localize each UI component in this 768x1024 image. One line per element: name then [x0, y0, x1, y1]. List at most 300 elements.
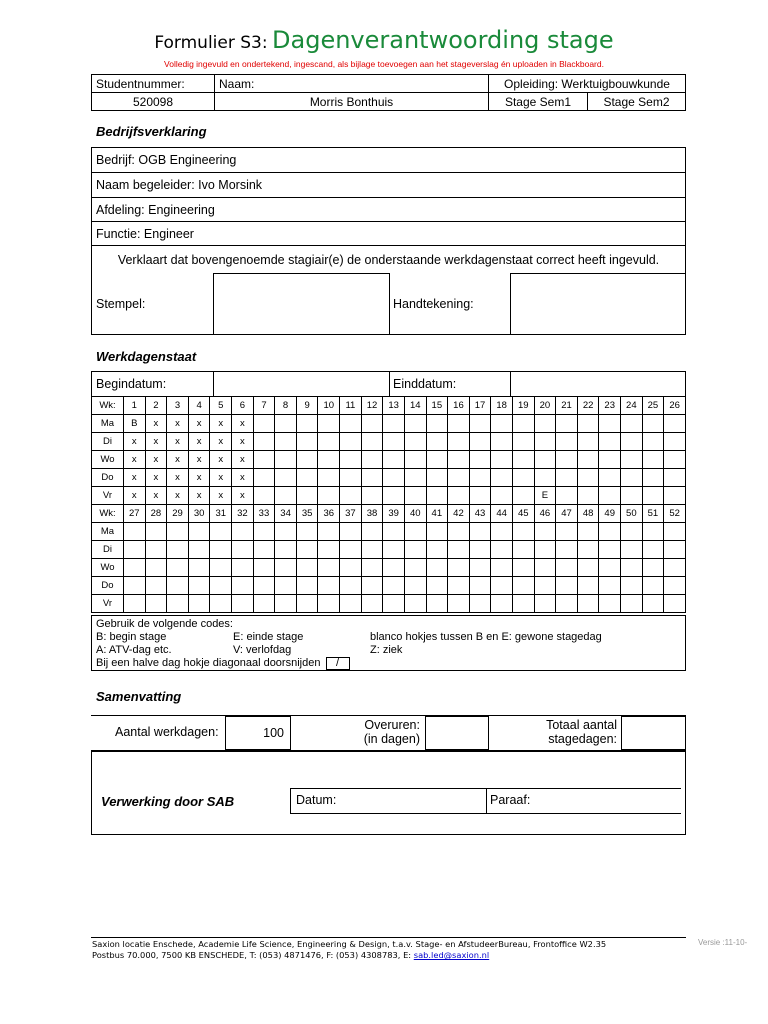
day-cell[interactable]	[426, 559, 448, 577]
einddatum-field[interactable]	[511, 372, 686, 397]
day-cell[interactable]	[296, 595, 318, 613]
day-cell[interactable]	[512, 577, 534, 595]
day-cell[interactable]: E	[534, 487, 556, 505]
day-cell[interactable]	[556, 469, 578, 487]
day-cell[interactable]	[469, 595, 491, 613]
day-cell[interactable]	[361, 415, 383, 433]
day-cell[interactable]: x	[232, 415, 254, 433]
day-cell[interactable]	[556, 451, 578, 469]
day-cell[interactable]: x	[145, 415, 167, 433]
week-number: 29	[167, 505, 189, 523]
day-cell[interactable]	[621, 433, 643, 451]
day-cell[interactable]	[491, 541, 513, 559]
day-cell[interactable]	[361, 433, 383, 451]
day-cell[interactable]	[253, 415, 275, 433]
day-cell[interactable]: x	[232, 469, 254, 487]
day-cell[interactable]	[210, 595, 232, 613]
day-cell[interactable]	[599, 415, 621, 433]
day-cell[interactable]	[426, 541, 448, 559]
day-cell[interactable]	[124, 541, 146, 559]
day-cell[interactable]	[491, 577, 513, 595]
day-cell[interactable]	[426, 469, 448, 487]
day-cell[interactable]: x	[188, 433, 210, 451]
day-cell[interactable]	[664, 595, 686, 613]
day-cell[interactable]	[469, 577, 491, 595]
week-number: 44	[491, 505, 513, 523]
day-cell[interactable]	[599, 595, 621, 613]
day-cell[interactable]	[383, 469, 405, 487]
day-cell[interactable]: x	[167, 487, 189, 505]
day-cell[interactable]	[534, 451, 556, 469]
day-cell[interactable]	[599, 541, 621, 559]
day-cell[interactable]	[296, 487, 318, 505]
day-cell[interactable]	[253, 595, 275, 613]
day-cell[interactable]	[426, 451, 448, 469]
day-cell[interactable]	[340, 469, 362, 487]
day-cell[interactable]: x	[145, 487, 167, 505]
day-cell[interactable]	[664, 487, 686, 505]
day-cell[interactable]	[210, 523, 232, 541]
day-cell[interactable]	[296, 559, 318, 577]
day-cell[interactable]: x	[167, 451, 189, 469]
education: Opleiding: Werktuigbouwkunde	[489, 75, 686, 93]
day-cell[interactable]	[577, 451, 599, 469]
day-cell[interactable]	[232, 577, 254, 595]
day-cell[interactable]	[642, 577, 664, 595]
day-cell[interactable]	[469, 415, 491, 433]
day-cell[interactable]: x	[145, 469, 167, 487]
day-cell[interactable]	[621, 523, 643, 541]
day-cell[interactable]	[361, 487, 383, 505]
day-cell[interactable]: x	[210, 415, 232, 433]
day-cell[interactable]	[318, 451, 340, 469]
day-cell[interactable]	[404, 433, 426, 451]
department-field[interactable]: Afdeling: Engineering	[92, 198, 686, 222]
day-cell[interactable]	[318, 433, 340, 451]
day-cell[interactable]	[404, 577, 426, 595]
aantal-werkdagen-label: Aantal werkdagen:	[115, 725, 219, 739]
day-cell[interactable]: x	[188, 469, 210, 487]
day-cell[interactable]	[664, 577, 686, 595]
day-cell[interactable]	[491, 451, 513, 469]
day-cell[interactable]	[469, 541, 491, 559]
day-cell[interactable]: x	[232, 487, 254, 505]
day-label: Di	[92, 541, 124, 559]
day-cell[interactable]	[642, 595, 664, 613]
day-cell[interactable]	[404, 595, 426, 613]
day-cell[interactable]	[599, 487, 621, 505]
day-cell[interactable]	[512, 469, 534, 487]
day-cell[interactable]	[491, 469, 513, 487]
day-cell[interactable]	[491, 595, 513, 613]
stage-sem1[interactable]: Stage Sem1	[489, 93, 588, 111]
day-cell[interactable]	[167, 523, 189, 541]
day-cell[interactable]	[448, 523, 470, 541]
day-cell[interactable]	[556, 595, 578, 613]
day-cell[interactable]	[232, 523, 254, 541]
day-cell[interactable]	[296, 433, 318, 451]
day-cell[interactable]	[448, 577, 470, 595]
day-cell[interactable]: x	[210, 487, 232, 505]
day-cell[interactable]	[469, 523, 491, 541]
day-cell[interactable]	[577, 415, 599, 433]
day-cell[interactable]	[361, 523, 383, 541]
day-cell[interactable]	[318, 595, 340, 613]
day-cell[interactable]	[426, 595, 448, 613]
day-cell[interactable]	[621, 415, 643, 433]
week-number: 36	[318, 505, 340, 523]
day-cell[interactable]	[340, 433, 362, 451]
day-cell[interactable]	[361, 577, 383, 595]
week-number: 26	[664, 397, 686, 415]
day-cell[interactable]	[534, 415, 556, 433]
day-cell[interactable]: x	[145, 451, 167, 469]
code-atv: A: ATV-dag etc.	[96, 644, 172, 656]
day-cell[interactable]	[556, 577, 578, 595]
day-cell[interactable]	[426, 487, 448, 505]
day-cell[interactable]	[621, 469, 643, 487]
week-number: 45	[512, 505, 534, 523]
day-cell[interactable]	[383, 577, 405, 595]
footer-rule	[91, 937, 686, 938]
day-cell[interactable]	[448, 595, 470, 613]
day-cell[interactable]	[642, 415, 664, 433]
day-cell[interactable]	[534, 541, 556, 559]
overuren-label-line2: (in dagen)	[363, 732, 420, 746]
day-cell[interactable]	[404, 559, 426, 577]
day-cell[interactable]	[296, 523, 318, 541]
day-cell[interactable]	[621, 577, 643, 595]
day-cell[interactable]	[534, 523, 556, 541]
day-cell[interactable]	[361, 469, 383, 487]
day-cell[interactable]	[383, 523, 405, 541]
day-cell[interactable]	[318, 415, 340, 433]
day-cell[interactable]	[491, 487, 513, 505]
day-cell[interactable]	[383, 487, 405, 505]
day-cell[interactable]	[124, 559, 146, 577]
day-cell[interactable]	[188, 577, 210, 595]
day-cell[interactable]	[253, 469, 275, 487]
day-cell[interactable]	[275, 577, 297, 595]
day-cell[interactable]	[275, 595, 297, 613]
day-cell[interactable]	[232, 559, 254, 577]
day-cell[interactable]	[275, 541, 297, 559]
day-cell[interactable]	[512, 415, 534, 433]
sab-divider	[486, 788, 487, 814]
day-cell[interactable]	[534, 469, 556, 487]
function-field[interactable]: Functie: Engineer	[92, 222, 686, 246]
week-number: 20	[534, 397, 556, 415]
day-cell[interactable]	[296, 541, 318, 559]
day-cell[interactable]	[599, 451, 621, 469]
day-cell[interactable]	[253, 451, 275, 469]
day-cell[interactable]	[664, 451, 686, 469]
day-cell[interactable]: x	[167, 415, 189, 433]
day-cell[interactable]	[361, 541, 383, 559]
day-label: Ma	[92, 523, 124, 541]
company-field[interactable]: Bedrijf: OGB Engineering	[92, 148, 686, 173]
day-cell[interactable]	[145, 541, 167, 559]
day-cell[interactable]	[145, 577, 167, 595]
day-cell[interactable]: x	[145, 433, 167, 451]
day-cell[interactable]	[491, 523, 513, 541]
day-cell[interactable]	[124, 595, 146, 613]
day-cell[interactable]	[383, 451, 405, 469]
week-number: 40	[404, 505, 426, 523]
day-cell[interactable]	[556, 541, 578, 559]
day-cell[interactable]	[383, 433, 405, 451]
name-value[interactable]: Morris Bonthuis	[215, 93, 489, 111]
day-cell[interactable]	[642, 559, 664, 577]
day-cell[interactable]	[296, 451, 318, 469]
day-cell[interactable]	[145, 595, 167, 613]
day-cell[interactable]	[621, 595, 643, 613]
aantal-werkdagen-value[interactable]: 100	[225, 716, 291, 750]
datum-field[interactable]: Datum:	[296, 793, 337, 807]
day-cell[interactable]: x	[210, 451, 232, 469]
week-number: 25	[642, 397, 664, 415]
footer-email-link[interactable]: sab.led@saxion.nl	[413, 950, 490, 960]
day-cell[interactable]	[491, 559, 513, 577]
day-cell[interactable]	[556, 433, 578, 451]
day-cell[interactable]	[361, 451, 383, 469]
day-cell[interactable]	[188, 523, 210, 541]
day-cell[interactable]	[318, 469, 340, 487]
day-cell[interactable]	[296, 577, 318, 595]
day-cell[interactable]	[167, 559, 189, 577]
day-cell[interactable]	[124, 523, 146, 541]
signature-box[interactable]	[511, 274, 686, 335]
day-cell[interactable]: x	[210, 469, 232, 487]
day-cell[interactable]	[664, 415, 686, 433]
day-cell[interactable]	[621, 541, 643, 559]
day-cell[interactable]: x	[232, 433, 254, 451]
overuren-field[interactable]	[425, 716, 489, 750]
day-cell[interactable]	[664, 541, 686, 559]
day-cell[interactable]	[599, 523, 621, 541]
stamp-box[interactable]	[214, 274, 390, 335]
day-cell[interactable]	[232, 541, 254, 559]
day-cell[interactable]	[383, 415, 405, 433]
week-number: 28	[145, 505, 167, 523]
day-cell[interactable]	[275, 433, 297, 451]
day-cell[interactable]	[469, 469, 491, 487]
day-cell[interactable]	[296, 469, 318, 487]
day-cell[interactable]	[534, 577, 556, 595]
day-cell[interactable]	[577, 469, 599, 487]
day-cell[interactable]	[275, 469, 297, 487]
day-cell[interactable]	[664, 433, 686, 451]
day-cell[interactable]	[145, 559, 167, 577]
day-cell[interactable]	[577, 595, 599, 613]
day-cell[interactable]	[448, 451, 470, 469]
day-cell[interactable]	[512, 595, 534, 613]
day-cell[interactable]: B	[124, 415, 146, 433]
day-cell[interactable]	[469, 487, 491, 505]
day-cell[interactable]	[642, 451, 664, 469]
day-cell[interactable]	[426, 415, 448, 433]
totaal-label	[520, 718, 617, 746]
day-cell[interactable]	[275, 487, 297, 505]
student-number-value[interactable]: 520098	[92, 93, 215, 111]
day-cell[interactable]	[469, 559, 491, 577]
day-cell[interactable]: x	[167, 469, 189, 487]
day-cell[interactable]	[664, 523, 686, 541]
day-cell[interactable]	[340, 595, 362, 613]
day-cell[interactable]	[556, 523, 578, 541]
day-cell[interactable]	[448, 559, 470, 577]
codes-title: Gebruik de volgende codes:	[96, 618, 233, 630]
day-cell[interactable]	[512, 541, 534, 559]
day-cell[interactable]	[404, 523, 426, 541]
day-cell[interactable]	[664, 559, 686, 577]
day-cell[interactable]	[469, 433, 491, 451]
day-cell[interactable]	[556, 487, 578, 505]
day-cell[interactable]	[448, 433, 470, 451]
day-cell[interactable]	[404, 415, 426, 433]
day-cell[interactable]	[556, 559, 578, 577]
day-cell[interactable]	[426, 577, 448, 595]
day-cell[interactable]	[642, 487, 664, 505]
day-cell[interactable]	[621, 451, 643, 469]
day-cell[interactable]	[642, 433, 664, 451]
day-cell[interactable]	[426, 433, 448, 451]
day-cell[interactable]	[383, 541, 405, 559]
day-cell[interactable]	[534, 595, 556, 613]
day-cell[interactable]	[512, 559, 534, 577]
day-cell[interactable]	[599, 577, 621, 595]
day-cell[interactable]	[167, 577, 189, 595]
day-cell[interactable]	[512, 523, 534, 541]
day-cell[interactable]	[253, 433, 275, 451]
day-cell[interactable]	[275, 415, 297, 433]
day-cell[interactable]	[556, 415, 578, 433]
day-cell[interactable]	[340, 415, 362, 433]
day-cell[interactable]	[318, 487, 340, 505]
day-cell[interactable]	[318, 577, 340, 595]
day-cell[interactable]	[599, 469, 621, 487]
day-cell[interactable]	[404, 541, 426, 559]
day-cell[interactable]: x	[232, 451, 254, 469]
day-cell[interactable]	[232, 595, 254, 613]
week-number: 38	[361, 505, 383, 523]
day-cell[interactable]	[253, 577, 275, 595]
day-cell[interactable]: x	[167, 433, 189, 451]
day-cell[interactable]: x	[124, 487, 146, 505]
day-cell[interactable]	[124, 577, 146, 595]
day-cell[interactable]	[577, 541, 599, 559]
day-cell[interactable]	[512, 433, 534, 451]
day-cell[interactable]	[642, 523, 664, 541]
day-cell[interactable]	[448, 487, 470, 505]
day-cell[interactable]	[426, 523, 448, 541]
day-cell[interactable]: x	[124, 433, 146, 451]
day-cell[interactable]	[404, 451, 426, 469]
day-cell[interactable]	[167, 595, 189, 613]
day-cell[interactable]	[145, 523, 167, 541]
day-cell[interactable]	[469, 451, 491, 469]
day-cell[interactable]	[340, 523, 362, 541]
paraaf-field[interactable]: Paraaf:	[490, 793, 531, 807]
day-cell[interactable]	[577, 487, 599, 505]
day-cell[interactable]	[210, 541, 232, 559]
totaal-field[interactable]	[621, 716, 686, 750]
day-cell[interactable]	[448, 469, 470, 487]
day-cell[interactable]	[210, 577, 232, 595]
day-cell[interactable]	[275, 523, 297, 541]
day-cell[interactable]	[253, 559, 275, 577]
day-cell[interactable]: x	[124, 469, 146, 487]
day-cell[interactable]	[491, 433, 513, 451]
day-cell[interactable]	[340, 451, 362, 469]
day-cell[interactable]	[167, 541, 189, 559]
supervisor-field[interactable]: Naam begeleider: Ivo Morsink	[92, 173, 686, 198]
day-cell[interactable]	[340, 559, 362, 577]
day-cell[interactable]	[210, 559, 232, 577]
stage-sem2[interactable]: Stage Sem2	[588, 93, 686, 111]
day-cell[interactable]: x	[188, 415, 210, 433]
day-cell[interactable]	[448, 541, 470, 559]
day-cell[interactable]	[340, 577, 362, 595]
day-cell[interactable]	[577, 433, 599, 451]
day-cell[interactable]	[512, 487, 534, 505]
day-cell[interactable]	[577, 523, 599, 541]
day-cell[interactable]	[491, 415, 513, 433]
day-cell[interactable]	[642, 541, 664, 559]
day-cell[interactable]	[275, 451, 297, 469]
day-cell[interactable]	[188, 541, 210, 559]
day-cell[interactable]	[361, 559, 383, 577]
day-cell[interactable]	[383, 595, 405, 613]
day-cell[interactable]	[253, 487, 275, 505]
day-cell[interactable]	[253, 541, 275, 559]
day-cell[interactable]	[599, 559, 621, 577]
day-cell[interactable]	[188, 559, 210, 577]
begindatum-field[interactable]	[214, 372, 390, 397]
day-cell[interactable]	[621, 559, 643, 577]
day-cell[interactable]	[642, 469, 664, 487]
day-cell[interactable]	[275, 559, 297, 577]
day-cell[interactable]	[621, 487, 643, 505]
day-cell[interactable]	[534, 433, 556, 451]
day-cell[interactable]	[404, 487, 426, 505]
day-cell[interactable]	[318, 559, 340, 577]
day-cell[interactable]	[448, 415, 470, 433]
day-cell[interactable]	[534, 559, 556, 577]
day-cell[interactable]: x	[188, 487, 210, 505]
day-cell[interactable]	[404, 469, 426, 487]
day-cell[interactable]	[253, 523, 275, 541]
day-cell[interactable]	[340, 487, 362, 505]
day-cell[interactable]	[296, 415, 318, 433]
day-cell[interactable]	[577, 559, 599, 577]
day-cell[interactable]	[318, 541, 340, 559]
day-cell[interactable]: x	[188, 451, 210, 469]
day-cell[interactable]	[340, 541, 362, 559]
day-cell[interactable]	[664, 469, 686, 487]
day-cell[interactable]	[577, 577, 599, 595]
day-cell[interactable]: x	[124, 451, 146, 469]
day-cell[interactable]	[599, 433, 621, 451]
day-cell[interactable]	[383, 559, 405, 577]
day-cell[interactable]	[361, 595, 383, 613]
day-cell[interactable]	[318, 523, 340, 541]
day-cell[interactable]	[512, 451, 534, 469]
week-number: 24	[621, 397, 643, 415]
day-cell[interactable]: x	[210, 433, 232, 451]
footer-address: Saxion locatie Enschede, Academie Life Science, Engineering & Design, t.a.v. Stage- en AfstudeerBureau, Frontoffice W2.35	[92, 939, 607, 949]
day-cell[interactable]	[188, 595, 210, 613]
